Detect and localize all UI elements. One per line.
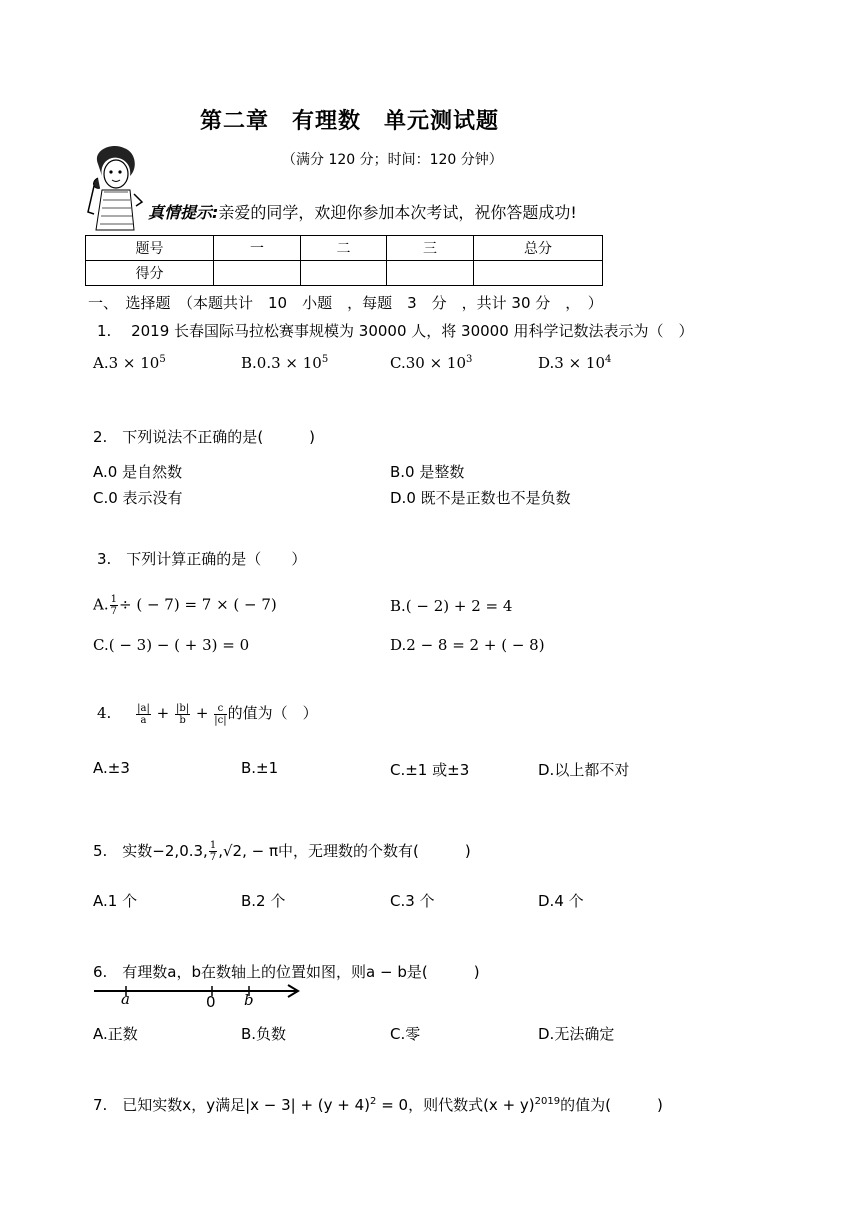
tip-line bbox=[148, 200, 577, 223]
label-b: b bbox=[244, 991, 254, 1009]
option-6c: C.零 bbox=[390, 1025, 421, 1043]
page-subtitle: （满分 120 分；时间：120 分钟） bbox=[282, 152, 503, 168]
question-1: 1. 2019 长春国际马拉松赛事规模为 30000 人，将 30000 用科学记数法表示为（ ） bbox=[97, 322, 694, 340]
tip-label: 真情提示: bbox=[148, 203, 219, 222]
option-5d: D.4 个 bbox=[538, 892, 584, 910]
label-0: 0 bbox=[206, 993, 216, 1010]
score-input-cell[interactable] bbox=[214, 261, 301, 286]
question-3: 3. 下列计算正确的是（ ） bbox=[97, 550, 307, 568]
option-4b: B.±1 bbox=[241, 759, 279, 777]
section-heading: 一、 选择题 （本题共计 10 小题 ，每题 3 分 ，共计 30 分 ， ） bbox=[88, 294, 603, 312]
option-4d: D.以上都不对 bbox=[538, 761, 630, 779]
question-7: 7. 已知实数x，y满足$|x - 3| + (y + 4)^2 = 0$，则代数式$(x + y)^{2019}$的值为( ) bbox=[93, 1096, 663, 1114]
option-1b: $B.0.3 \times 10^5$ bbox=[241, 354, 329, 372]
teacher-avatar-icon bbox=[84, 142, 144, 232]
table-cell: 总分 bbox=[474, 236, 603, 261]
option-3a: A. $\frac{1}{7}$ ÷ ( − 7) = 7 × ( − 7) bbox=[93, 594, 277, 617]
option-2c: C.0 表示没有 bbox=[93, 489, 183, 507]
label-a: a bbox=[121, 990, 130, 1008]
option-2a: A.0 是自然数 bbox=[93, 463, 183, 481]
option-1d: $D.3 \times 10^4$ bbox=[538, 354, 612, 372]
table-row bbox=[86, 261, 603, 286]
option-5b: B.2 个 bbox=[241, 892, 286, 910]
tip-text: 亲爱的同学，欢迎你参加本次考试，祝你答题成功! bbox=[218, 203, 577, 222]
score-table bbox=[85, 235, 603, 286]
option-4a: A.±3 bbox=[93, 759, 130, 777]
option-1a: $A.3 \times 10^5$ bbox=[93, 354, 166, 372]
option-6b: B.负数 bbox=[241, 1025, 287, 1043]
table-cell: 一 bbox=[214, 236, 301, 261]
option-2d: D.0 既不是正数也不是负数 bbox=[390, 489, 571, 507]
option-5c: C.3 个 bbox=[390, 892, 435, 910]
table-cell: 二 bbox=[301, 236, 387, 261]
option-1c: $C.30 \times 10^3$ bbox=[390, 354, 473, 372]
option-5a: A.1 个 bbox=[93, 892, 138, 910]
table-cell: 三 bbox=[387, 236, 474, 261]
score-input-cell[interactable] bbox=[387, 261, 474, 286]
question-5: 5. 实数−2,0.3, $\frac{1}{7}$ ,√2, − π中，无理数的个数有( ) bbox=[93, 840, 471, 863]
question-2: 2. 下列说法不正确的是( ) bbox=[93, 428, 316, 446]
option-4c: C.±1 或±3 bbox=[390, 761, 470, 779]
table-cell: 题号 bbox=[86, 236, 214, 261]
score-input-cell[interactable] bbox=[474, 261, 603, 286]
option-2b: B.0 是整数 bbox=[390, 463, 465, 481]
question-6: 6. 有理数a，b在数轴上的位置如图，则a − b是( ) bbox=[93, 963, 480, 981]
number-line-diagram bbox=[92, 982, 302, 1010]
page-title: 第二章 有理数 单元测试题 bbox=[200, 109, 500, 134]
table-cell: 得分 bbox=[86, 261, 214, 286]
option-6a: A.正数 bbox=[93, 1025, 138, 1043]
option-3c: C.( − 3) − ( + 3) = 0 bbox=[93, 636, 250, 654]
option-6d: D.无法确定 bbox=[538, 1025, 615, 1043]
score-input-cell[interactable] bbox=[301, 261, 387, 286]
option-3b: B.( − 2) + 2 = 4 bbox=[390, 597, 513, 615]
table-row bbox=[86, 236, 603, 261]
option-3d: D.2 − 8 = 2 + ( − 8) bbox=[390, 636, 545, 654]
question-4: 4. $\frac{|a|}{a}$ + $\frac{|b|}{b}$ + $\frac{c}{|c|}$ 的值为（ ） bbox=[97, 702, 318, 726]
